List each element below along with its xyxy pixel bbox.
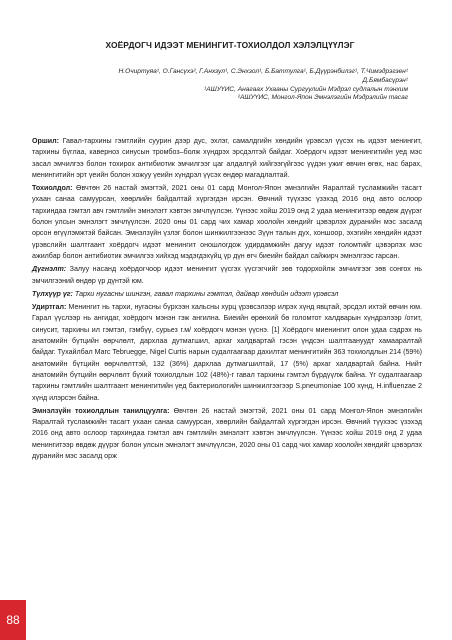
section-background [32,302,422,404]
section-label: Тохиолдол: [32,184,73,193]
page-number-badge: 88 [0,600,26,640]
section-label: Эмнэлзүйн тохиолдлын танилцуулга: [32,406,170,415]
section-conclusion [32,264,422,287]
section-text: Менингит нь тархи, нугасны бүрхээн хальсны хурц үрэвсэлээр илрэх хүнд явцтай, эрсдэл ихтэй өвчин юм. Гарал үүслээр нь ангидаг, хоёрдогч мэнэн гэж ангилна. Биеийн өрөнхий бө голомтот халдварын хүндрэлээр /отит, синусит, тархины ил гэмтэл, гэмбүү, сурьез г.м/ хоёрдогч мэнэн үүснэ. [1] Хоёрдогч миенингит олон удаа сэдрэх нь анатомийн бүтцийн өөрчлөлт, дархлаа дутмагшил, архаг халдвартай гэсэн үндсэн шалтгаануудт хамааралтай байдаг. Тухайлбал Marc Tebruegge, Nigel Curtis нарын судалгаагаар дахилтат менингитийн 363 тохиолдлын 214 (59%) анатомийн бүтцийн өөрчлөлттэй, 132 (36%) дархлаа дутмагшилтай, 17 (5%) архаг халдвартай байна. Нийт анатомийн бүтцийн өөрчлөлт бүхий тохиолдлын 102 (48%)-г гавал тархины гэмтэл бүрдүүлж байна. Үг судалгаагаар тархины гэмтлийн шалтгаант менингитийн үед бактериологийн шинжилгээгээр S.pneumoniae 100 хүнд, H.influenzae 2 хүнд илэрсэн байна. [32,303,422,402]
section-case-presentation [32,406,422,462]
section-text: Өвчтөн 26 настай эмэгтэй, 2021 оны 01 сард Монгол-Япон эмнэлгийн Яаралтай тусламжийн тасагт ухаан санаа самуурсан, хөөрлийн байдалтай хүргэгдэн ирсэн. Өвчний түүхээс үзэхэд 2016 онд авто ослоор тархиндаа гэмтэл авч гэмтлийн эмнэлэгт хэвтэн эмчлүүлсэн. Үүнээс хойш 2019 онд 2 удаа менингитээр өвдөж дүүрэг болон улсын эмнэлэгт эмчлүүлсэн, 2020 оны 01 сард чих хамар хоолойн хөндийг цэвэрлэх дуранийн мэс засалд орж [32,406,422,461]
article-body [32,136,422,464]
authors-block [28,68,408,103]
article-title: ХОЁРДОГЧ ИДЭЭТ МЕНИНГИТ-ТОХИОЛДОЛ ХЭЛЭЛЦҮҮЛЭГ [105,40,355,50]
section-introduction [32,136,422,181]
section-text: Гавал-тархины гэмтлийн суурин дээр дус, эхлэг, самалдгийн хөндийн үрэвсэл үүсэх нь идээт менингит, тархины бүглаа, каверноз синусын тромбоз–болж хүндрэх эрсдэлтэй байдаг. Хоёрдогч идээт менингитийн уед мэс засал эмчилгээ болон тохирох антибиотик эмчилгээг цаг алдалгүй хийгээгүйгээс үүдэн ужиг өвчин өгөх, нас барах, менингитийн эрт үеийн болон хожуу үеийн хүндрэл үүсэх өндөр магадлалтай. [32,137,422,179]
section-text: Тархи нугасны шингэн, гавал тархины гэмтэл, дайвар хөндийн идээт үрэвсэл [72,289,339,298]
section-label: Түлхүүр үг: [32,289,73,298]
affiliation-1: ¹АШУҮИС, Анагаах Ухааны Сургуулийн Мэдрэл судлалын тэнхим [204,85,408,93]
section-keywords [32,289,422,300]
authors-line-2: Д.Бямбасүрэн¹ [362,76,408,84]
section-text: Залуу насанд хоёрдогчоор идээт менингит үүсгэх үүсгэгчийг зөв тодорхойлж эмчилгээг зөв сонгох нь эмчилгээний өндөр үр дүнтэй юм. [32,265,422,285]
section-label: Дүгнэлт: [32,265,67,274]
section-text: Өвчтөн 26 настай эмэгтэй, 2021 оны 01 сард Монгол-Япон эмнэлгийн Яаралтай тусламжийн тасагт ухаан санаа самуурсан, хөөрлийн байдалтай хүргэгдэн ирсэн. Өвчний түүхээс үзэхэд 2016 онд авто ослоор тархиндаа гэмтэл авч гэмтлийн эмнэлэгт хэвтэн эмчлүүлсэн. Үүнээс хойш 2019 онд 2 удаа менингитээр өвдөж дүүрэг болон улсын эмнэлэгт эмчлүүлсэн. 2020 оны 01 сард чих хамар хоолойн хөндийг цэвэрлэх дуранийн мэс засалд орсон өгүүлэмжтэй байсан. Эмнэлзүйн үзлэг болон шинжилгээнээс Зүүн талын дух, хоншоор, эхэгийн хөндийн идээт үрэвслийн шалтгаант хоёрдогч идээт менингит оношлогдож удирдамжийн дагуу идээт голомтийг цэвэрлэх мэс ажилбар болон антибиотик эмчилгээ хийхэд мэдэгдэхүйц үр дүн өгч биеийн байдал сайжирч эмнэлгээс гарсан. [32,184,422,260]
section-label: Оршил: [32,137,59,145]
section-label: Удиртгал: [32,303,67,312]
affiliation-2: ²АШУҮИС, Монгол-Япон Эмнэлэгийн Мэдрэлийн тасаг [237,94,408,102]
section-case [32,183,422,262]
authors-line-1: Н.Очиртуяа¹, О.Гансүхэ², Г.Анхзул¹, С.Энхзол¹, Б.Баттулга¹, Б.Дүүрэнбилэг¹, Т.Чимэдрэгзен¹ [118,68,408,75]
